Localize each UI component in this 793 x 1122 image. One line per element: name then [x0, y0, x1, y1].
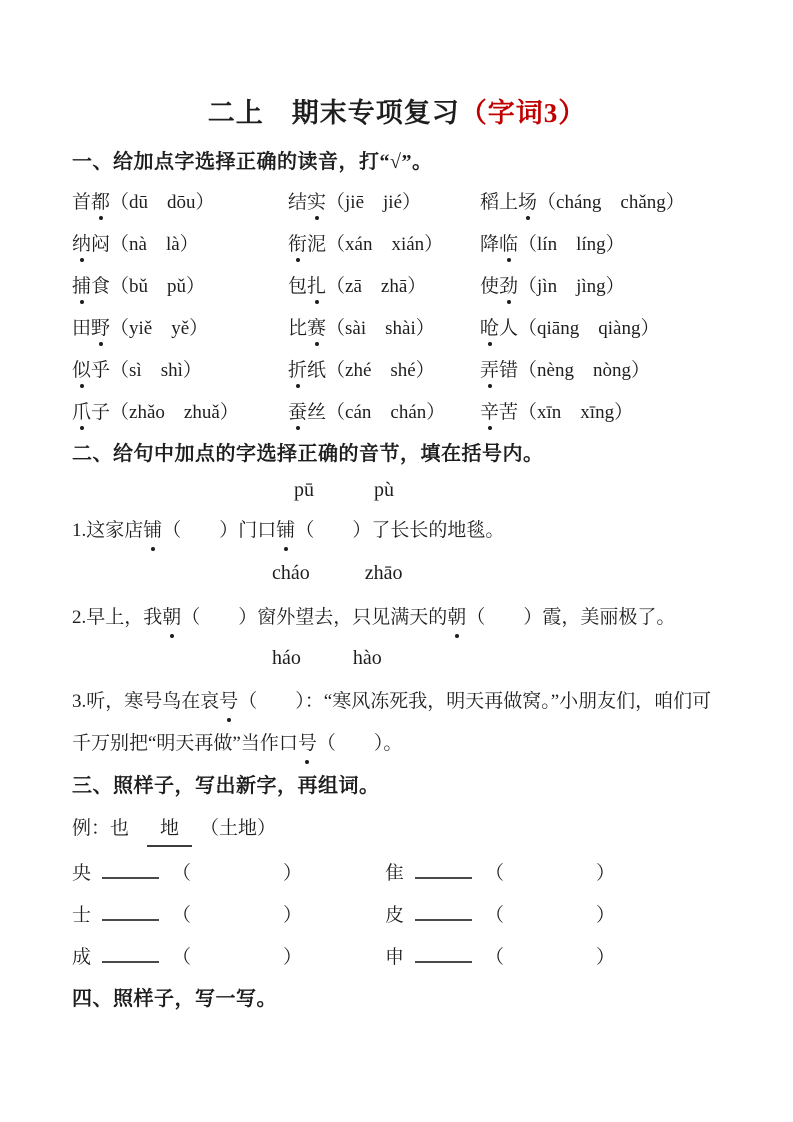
worksheet-content: [72, 0, 722, 1014]
word-post: （jìn jìng）: [518, 276, 625, 297]
word-item: [72, 227, 288, 269]
sentence-text: （ ）霞，美丽极了。: [466, 607, 676, 628]
paren-open: （: [172, 905, 192, 926]
paren-open: （: [485, 863, 505, 884]
word-item: [288, 269, 480, 311]
word-item: [288, 311, 480, 353]
sentence-text: 1.这家店: [72, 520, 144, 541]
word-dotted-char: 都: [91, 192, 111, 213]
word-dotted-char: 蚕: [288, 402, 308, 423]
word-dotted-char: 似: [72, 360, 92, 381]
pinyin-options-q2: [272, 560, 722, 586]
section-2-heading: 二、给句中加点的字选择正确的音节，填在括号内。: [72, 443, 544, 465]
word-pre: 结: [288, 192, 308, 213]
word-pre: 降: [480, 234, 500, 255]
pinyin-choice-grid: [72, 185, 722, 437]
pinyin-option: hào: [352, 647, 382, 669]
sentence-text: （ ）：“寒风冻死我，明天再做窝。”小朋友们，咱们可: [238, 691, 712, 712]
sentence-dotted-char: 号: [298, 729, 317, 759]
write-blank: [415, 906, 472, 921]
paren-open: （: [485, 947, 505, 968]
paren-open: （: [172, 863, 192, 884]
base-char: 士: [72, 905, 92, 926]
paren-close: ）: [596, 863, 616, 884]
word-post: 闷（nà là）: [91, 234, 199, 255]
newchar-item: [72, 940, 385, 982]
question-sentence-3-line-1: [72, 687, 722, 717]
word-dotted-char: 场: [518, 192, 538, 213]
word-dotted-char: 赛: [307, 318, 327, 339]
word-post: 乎（sì shì）: [91, 360, 202, 381]
paren-close: ）: [283, 863, 303, 884]
word-post: （yiě yě）: [110, 318, 209, 339]
word-dotted-char: 捕: [72, 276, 92, 297]
word-pre: 首: [72, 192, 92, 213]
word-post: 食（bǔ pǔ）: [91, 276, 206, 297]
base-char: 成: [72, 947, 92, 968]
word-post: 苦（xīn xīng）: [499, 402, 634, 423]
pinyin-option: háo: [272, 647, 301, 669]
section-3-heading: 三、照样子，写出新字，再组词。: [72, 775, 380, 797]
word-dotted-char: 辛: [480, 402, 500, 423]
word-dotted-char: 实: [307, 192, 327, 213]
word-dotted-char: 纳: [72, 234, 92, 255]
write-blank: [415, 864, 472, 879]
paren-open: （: [172, 947, 192, 968]
word-dotted-char: 劲: [499, 276, 519, 297]
base-char: 申: [385, 947, 405, 968]
word-post: 错（nèng nòng）: [499, 360, 650, 381]
sentence-text: （ ）。: [316, 733, 403, 754]
word-item: [480, 395, 722, 437]
newchar-item: [72, 856, 385, 898]
sentence-text: （ ）门口: [162, 520, 277, 541]
sentence-text: （ ）了长长的地毯。: [295, 520, 505, 541]
section-4-heading: 四、照样子，写一写。: [72, 988, 277, 1010]
question-sentence-1: [72, 516, 722, 546]
example-line: [72, 814, 722, 847]
pinyin-options-q3: [272, 645, 722, 671]
word-item: [72, 311, 288, 353]
word-item: [288, 353, 480, 395]
title-main: 二上 期末专项复习: [207, 98, 460, 128]
word-post: （zā zhā）: [326, 276, 427, 297]
newchar-item: [385, 940, 722, 982]
question-sentence-3-line-2: [72, 729, 722, 759]
title-highlight: （字词3）: [459, 98, 587, 128]
section-1-heading: 一、给加点字选择正确的读音，打“√”。: [72, 151, 433, 173]
word-pre: 使: [480, 276, 500, 297]
pinyin-options-q1: [294, 477, 722, 503]
base-char: 皮: [385, 905, 405, 926]
sentence-dotted-char: 朝: [162, 603, 181, 633]
word-pre: 稻上: [480, 192, 519, 213]
write-blank: [102, 864, 159, 879]
paren-close: ）: [596, 905, 616, 926]
paren-close: ）: [283, 905, 303, 926]
word-dotted-char: 野: [91, 318, 111, 339]
word-item: [72, 269, 288, 311]
sentence-dotted-char: 铺: [276, 516, 295, 546]
sentence-dotted-char: 号: [219, 687, 238, 717]
sentence-dotted-char: 铺: [143, 516, 162, 546]
example-answer: 地: [147, 814, 192, 847]
question-sentence-2: [72, 603, 722, 633]
paren-open: （: [485, 905, 505, 926]
word-dotted-char: 呛: [480, 318, 500, 339]
word-item: [480, 185, 722, 227]
word-post: 子（zhǎo zhuǎ）: [91, 402, 239, 423]
sentence-text: 千万别把“明天再做”当作口: [72, 733, 298, 754]
page-title: [72, 94, 722, 132]
paren-close: ）: [283, 947, 303, 968]
word-post: （dū dōu）: [110, 192, 215, 213]
word-post: 纸（zhé shé）: [307, 360, 435, 381]
write-blank: [102, 948, 159, 963]
word-item: [480, 227, 722, 269]
word-item: [480, 311, 722, 353]
word-dotted-char: 扎: [307, 276, 327, 297]
word-post: （jiē jié）: [326, 192, 422, 213]
write-blank: [415, 948, 472, 963]
word-post: （lín líng）: [518, 234, 625, 255]
base-char: 央: [72, 863, 92, 884]
word-post: （sài shài）: [326, 318, 435, 339]
sentence-text: 2.早上，我: [72, 607, 163, 628]
example-label: 例：也: [72, 818, 130, 839]
word-pre: 田: [72, 318, 92, 339]
word-item: [72, 353, 288, 395]
word-item: [72, 395, 288, 437]
sentence-dotted-char: 朝: [447, 603, 466, 633]
pinyin-option: zhāo: [364, 562, 403, 584]
word-post: 人（qiāng qiàng）: [499, 318, 660, 339]
word-pre: 包: [288, 276, 308, 297]
sentence-text: 3.听，寒号鸟在哀: [72, 691, 220, 712]
paren-close: ）: [596, 947, 616, 968]
word-dotted-char: 临: [499, 234, 519, 255]
word-post: （cháng chǎng）: [537, 192, 685, 213]
word-pre: 比: [288, 318, 308, 339]
word-item: [288, 185, 480, 227]
word-item: [72, 185, 288, 227]
word-item: [288, 227, 480, 269]
word-post: 丝（cán chán）: [307, 402, 446, 423]
pinyin-option: cháo: [272, 562, 310, 584]
word-item: [480, 269, 722, 311]
pinyin-option: pù: [374, 479, 394, 501]
word-dotted-char: 折: [288, 360, 308, 381]
base-char: 隹: [385, 863, 405, 884]
word-post: 泥（xán xián）: [307, 234, 444, 255]
new-character-grid: [72, 856, 722, 982]
newchar-item: [72, 898, 385, 940]
word-dotted-char: 弄: [480, 360, 500, 381]
example-word: （土地）: [200, 818, 277, 839]
word-item: [480, 353, 722, 395]
word-dotted-char: 爪: [72, 402, 92, 423]
word-item: [288, 395, 480, 437]
newchar-item: [385, 898, 722, 940]
write-blank: [102, 906, 159, 921]
newchar-item: [385, 856, 722, 898]
word-dotted-char: 衔: [288, 234, 308, 255]
sentence-text: （ ）窗外望去，只见满天的: [181, 607, 448, 628]
pinyin-option: pū: [294, 479, 314, 501]
